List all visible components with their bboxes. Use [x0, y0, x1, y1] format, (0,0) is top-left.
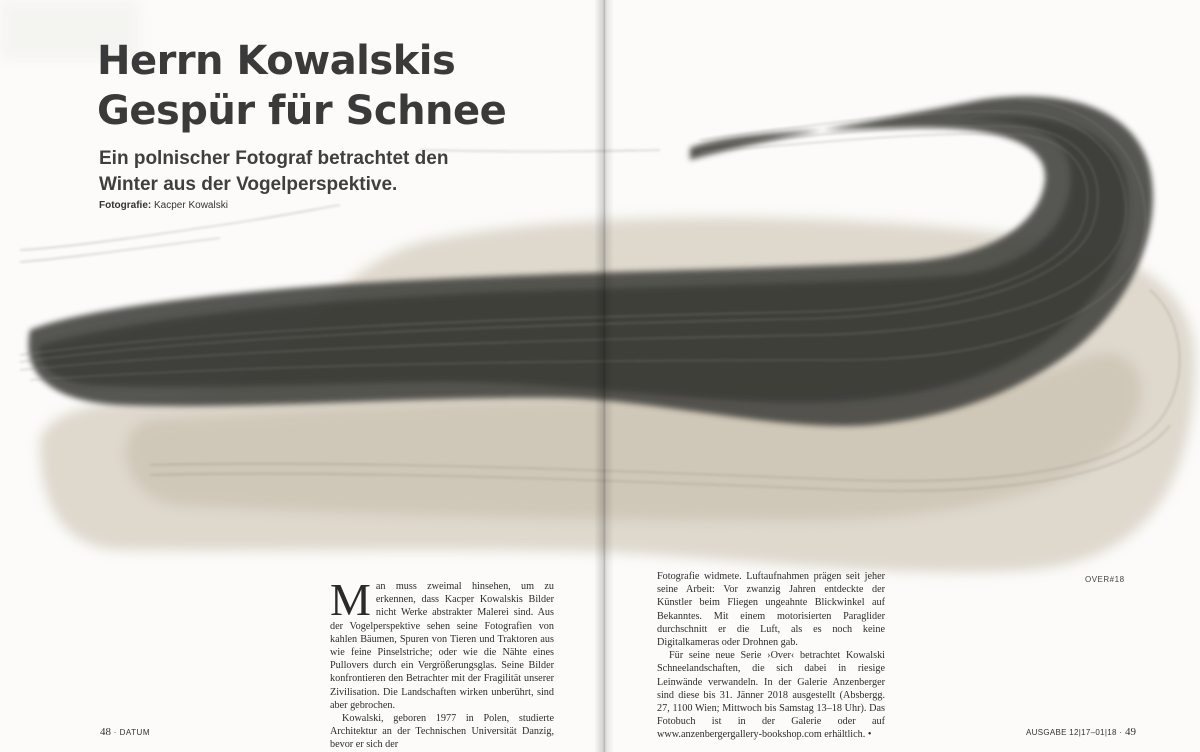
article-headline [97, 36, 506, 136]
headline-line-1: Herrn Kowalskis [97, 38, 456, 84]
article-column-2 [657, 570, 885, 742]
photo-caption: OVER#18 [1085, 575, 1125, 584]
issue-label: AUSGABE 12|17–01|18 · [1026, 728, 1123, 737]
credit-label: Fotografie: [99, 200, 152, 211]
article-column-1 [330, 574, 554, 752]
article-standfirst [99, 146, 448, 198]
standfirst-line-2: Winter aus der Vogelperspektive. [99, 174, 398, 195]
publication-name: · DATUM [113, 728, 150, 737]
column-1-paragraph-2: Kowalski, geboren 1977 in Polen, studierte Architektur an der Technischen Universität Danzig, bevor er sich der [330, 713, 554, 751]
page-number-left: 48 [100, 726, 111, 738]
photo-credit [99, 200, 228, 211]
column-2-paragraph-1: Fotografie widmete. Luftaufnahmen prägen seit jeher seine Arbeit: Vor zwanzig Jahren entdeckte der Künstler beim Fliegen ungeahnte Blickwinkel auf Bekanntes. Mit einem motorisierten Paraglider durchschnitt er die Luft, als es noch keine Digitalkameras oder Drohnen gab. [657, 571, 885, 649]
page-number-right: 49 [1125, 726, 1137, 738]
spine-gutter-shadow [594, 0, 614, 752]
credit-name: Kacper Kowalski [154, 200, 228, 211]
headline-line-2: Gespür für Schnee [97, 88, 507, 134]
column-1-paragraph-1: an muss zweimal hinsehen, um zu erkennen, dass Kacper Kowalskis Bilder nicht Werke abstrakter Malerei sind. Aus der Vogelperspektive sehen seine Fotografien von kahlen Bäumen, Spuren von Tieren und Traktoren aus wie feine Pinselstriche; oder wie die Nähte eines Pullovers durch ein Vergrößerungsglas. Seine Bilder konfrontieren den Betrachter mit der Fragilität unserer Zivilisation. Die Landschaften wirken unberührt, sind aber gebrochen. [330, 581, 554, 711]
standfirst-line-1: Ein polnischer Fotograf betrachtet den [99, 148, 449, 169]
folio-right [1026, 726, 1136, 738]
folio-left [100, 726, 150, 738]
dropcap: M [330, 574, 371, 625]
column-2-paragraph-2: Für seine neue Serie ›Over‹ betrachtet Kowalski Schneelandschaften, die sich dabei in riesige Leinwände verwandeln. In der Galerie Anzenberger sind diese bis 31. Jänner 2018 ausgestellt (Absbergg. 27, 1100 Wien; Mittwoch bis Samstag 13–18 Uhr). Das Fotobuch ist in der Galerie oder auf www.anzenbergergallery-bookshop.com erhältlich. • [657, 650, 885, 741]
